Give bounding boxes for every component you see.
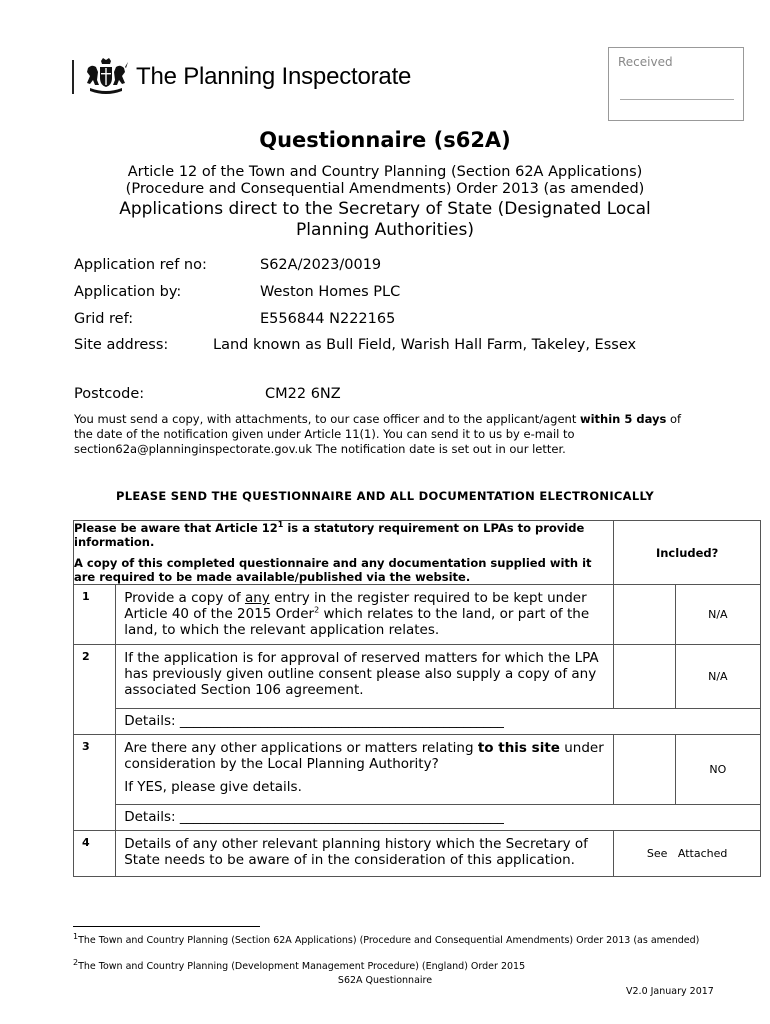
- included-checkbox-cell[interactable]: [614, 585, 675, 645]
- app-by-label: Application by:: [74, 284, 182, 300]
- included-column-header: Included?: [614, 521, 761, 585]
- q3-text-if-yes: If YES, please give details.: [124, 779, 302, 795]
- table-row-q4: [74, 831, 761, 877]
- footnote-2: [73, 957, 713, 973]
- notice-text-1: You must send a copy, with attachments, to our case officer and to the applicant/agent: [74, 412, 580, 426]
- answer-q1: N/A: [675, 585, 760, 645]
- q3-text-b: under consideration by the Local Planning Authority?: [124, 740, 604, 772]
- table-header-row: [74, 521, 761, 585]
- q3-text-bold: to this site: [477, 740, 560, 756]
- org-name: The Planning Inspectorate: [136, 63, 412, 90]
- footnote-1: [73, 931, 713, 947]
- q1-text-a: Provide a copy of: [124, 590, 245, 606]
- footnote-2-marker: 2: [73, 957, 79, 967]
- details-field-q2[interactable]: Details: ________________________________________________: [116, 709, 761, 735]
- site-address-label: Site address:: [74, 337, 169, 353]
- included-checkbox-cell[interactable]: [614, 735, 675, 805]
- received-label: Received: [618, 55, 673, 69]
- details-field-q3[interactable]: Details: ________________________________________________: [116, 805, 761, 831]
- subtitle-line-1: Article 12 of the Town and Country Planning (Section 62A Applications): [127, 164, 643, 180]
- details-row-q2: [74, 709, 761, 735]
- grid-ref-value: E556844 N222165: [260, 311, 396, 327]
- footnote-divider: [73, 926, 260, 927]
- notice-text-2: of the date of the notification given under Article 11(1). You can send it to us by e-mail to section62a@planninginspectorate.gov.uk The notification date is set out in our letter.: [74, 412, 682, 456]
- submission-notice: [74, 412, 694, 457]
- logo-divider: [72, 60, 74, 94]
- table-row-q3: [74, 735, 761, 805]
- table-header-text: [74, 521, 614, 585]
- q1-text-c: which relates to the land, or part of the land, to which the relevant application relates.: [124, 606, 590, 638]
- q1-text-b: entry in the register required to be kept under Article 40 of the 2015 Order: [124, 590, 587, 622]
- header-text-publish: A copy of this completed questionnaire and any documentation supplied with it are required to be made available/published via the website.: [74, 556, 592, 584]
- footnote-2-text: The Town and Country Planning (Development Management Procedure) (England) Order 2015: [78, 961, 526, 972]
- subtitle-line-3: Applications direct to the Secretary of State (Designated Local: [119, 199, 651, 219]
- notice-deadline: within 5 days: [579, 412, 667, 426]
- app-ref-value: S62A/2023/0019: [260, 257, 382, 273]
- grid-ref-label: Grid ref:: [74, 311, 134, 327]
- question-text-q4: Details of any other relevant planning history which the Secretary of State needs to be aware of in the consideration of this application.: [116, 831, 614, 877]
- footnote-1-marker: 1: [73, 931, 79, 941]
- questionnaire-table: [73, 520, 761, 877]
- subtitle-line-4: Planning Authorities): [296, 220, 474, 240]
- question-text-q2: If the application is for approval of reserved matters for which the LPA has previously given outline consent please also supply a copy of any associated Section 106 agreement.: [116, 645, 614, 709]
- footnote-1-text: The Town and Country Planning (Section 62A Applications) (Procedure and Consequential Amendments) Order 2013 (as amended): [78, 935, 700, 946]
- question-text-q3: [116, 735, 614, 805]
- question-number: 4: [74, 831, 116, 877]
- q3-text-a: Are there any other applications or matters relating: [124, 740, 478, 756]
- question-number: 1: [74, 585, 116, 645]
- subtitle-line-2: (Procedure and Consequential Amendments) Order 2013 (as amended): [125, 181, 645, 197]
- answer-q3: NO: [675, 735, 760, 805]
- q1-text-underlined: any: [244, 590, 270, 606]
- footer-doc-name: S62A Questionnaire: [337, 975, 433, 986]
- site-address-value: Land known as Bull Field, Warish Hall Farm, Takeley, Essex: [213, 337, 637, 353]
- answer-q4: See Attached: [614, 831, 761, 877]
- send-electronically-banner: PLEASE SEND THE QUESTIONNAIRE AND ALL DOCUMENTATION ELECTRONICALLY: [116, 489, 654, 503]
- header-text-a: Please be aware that Article 12: [74, 521, 278, 535]
- footer-version: V2.0 January 2017: [626, 986, 714, 997]
- page-title: Questionnaire (s62A): [259, 128, 511, 152]
- royal-coat-of-arms-icon: [84, 58, 128, 96]
- answer-q2: N/A: [675, 645, 760, 709]
- table-row-q1: [74, 585, 761, 645]
- included-checkbox-cell[interactable]: [614, 645, 675, 709]
- table-row-q2: [74, 645, 761, 709]
- postcode-label: Postcode:: [74, 386, 145, 402]
- app-ref-label: Application ref no:: [74, 257, 207, 273]
- question-number: 2: [74, 645, 116, 735]
- question-text-q1: [116, 585, 614, 645]
- postcode-value: CM22 6NZ: [265, 386, 341, 402]
- question-number: 3: [74, 735, 116, 831]
- received-date-line: [620, 99, 734, 100]
- footnote-ref-2: 2: [314, 605, 320, 615]
- app-by-value: Weston Homes PLC: [260, 284, 401, 300]
- details-row-q3: [74, 805, 761, 831]
- header-text-b: is a statutory requirement on LPAs to provide information.: [74, 521, 585, 549]
- footnote-ref-1: 1: [277, 520, 284, 530]
